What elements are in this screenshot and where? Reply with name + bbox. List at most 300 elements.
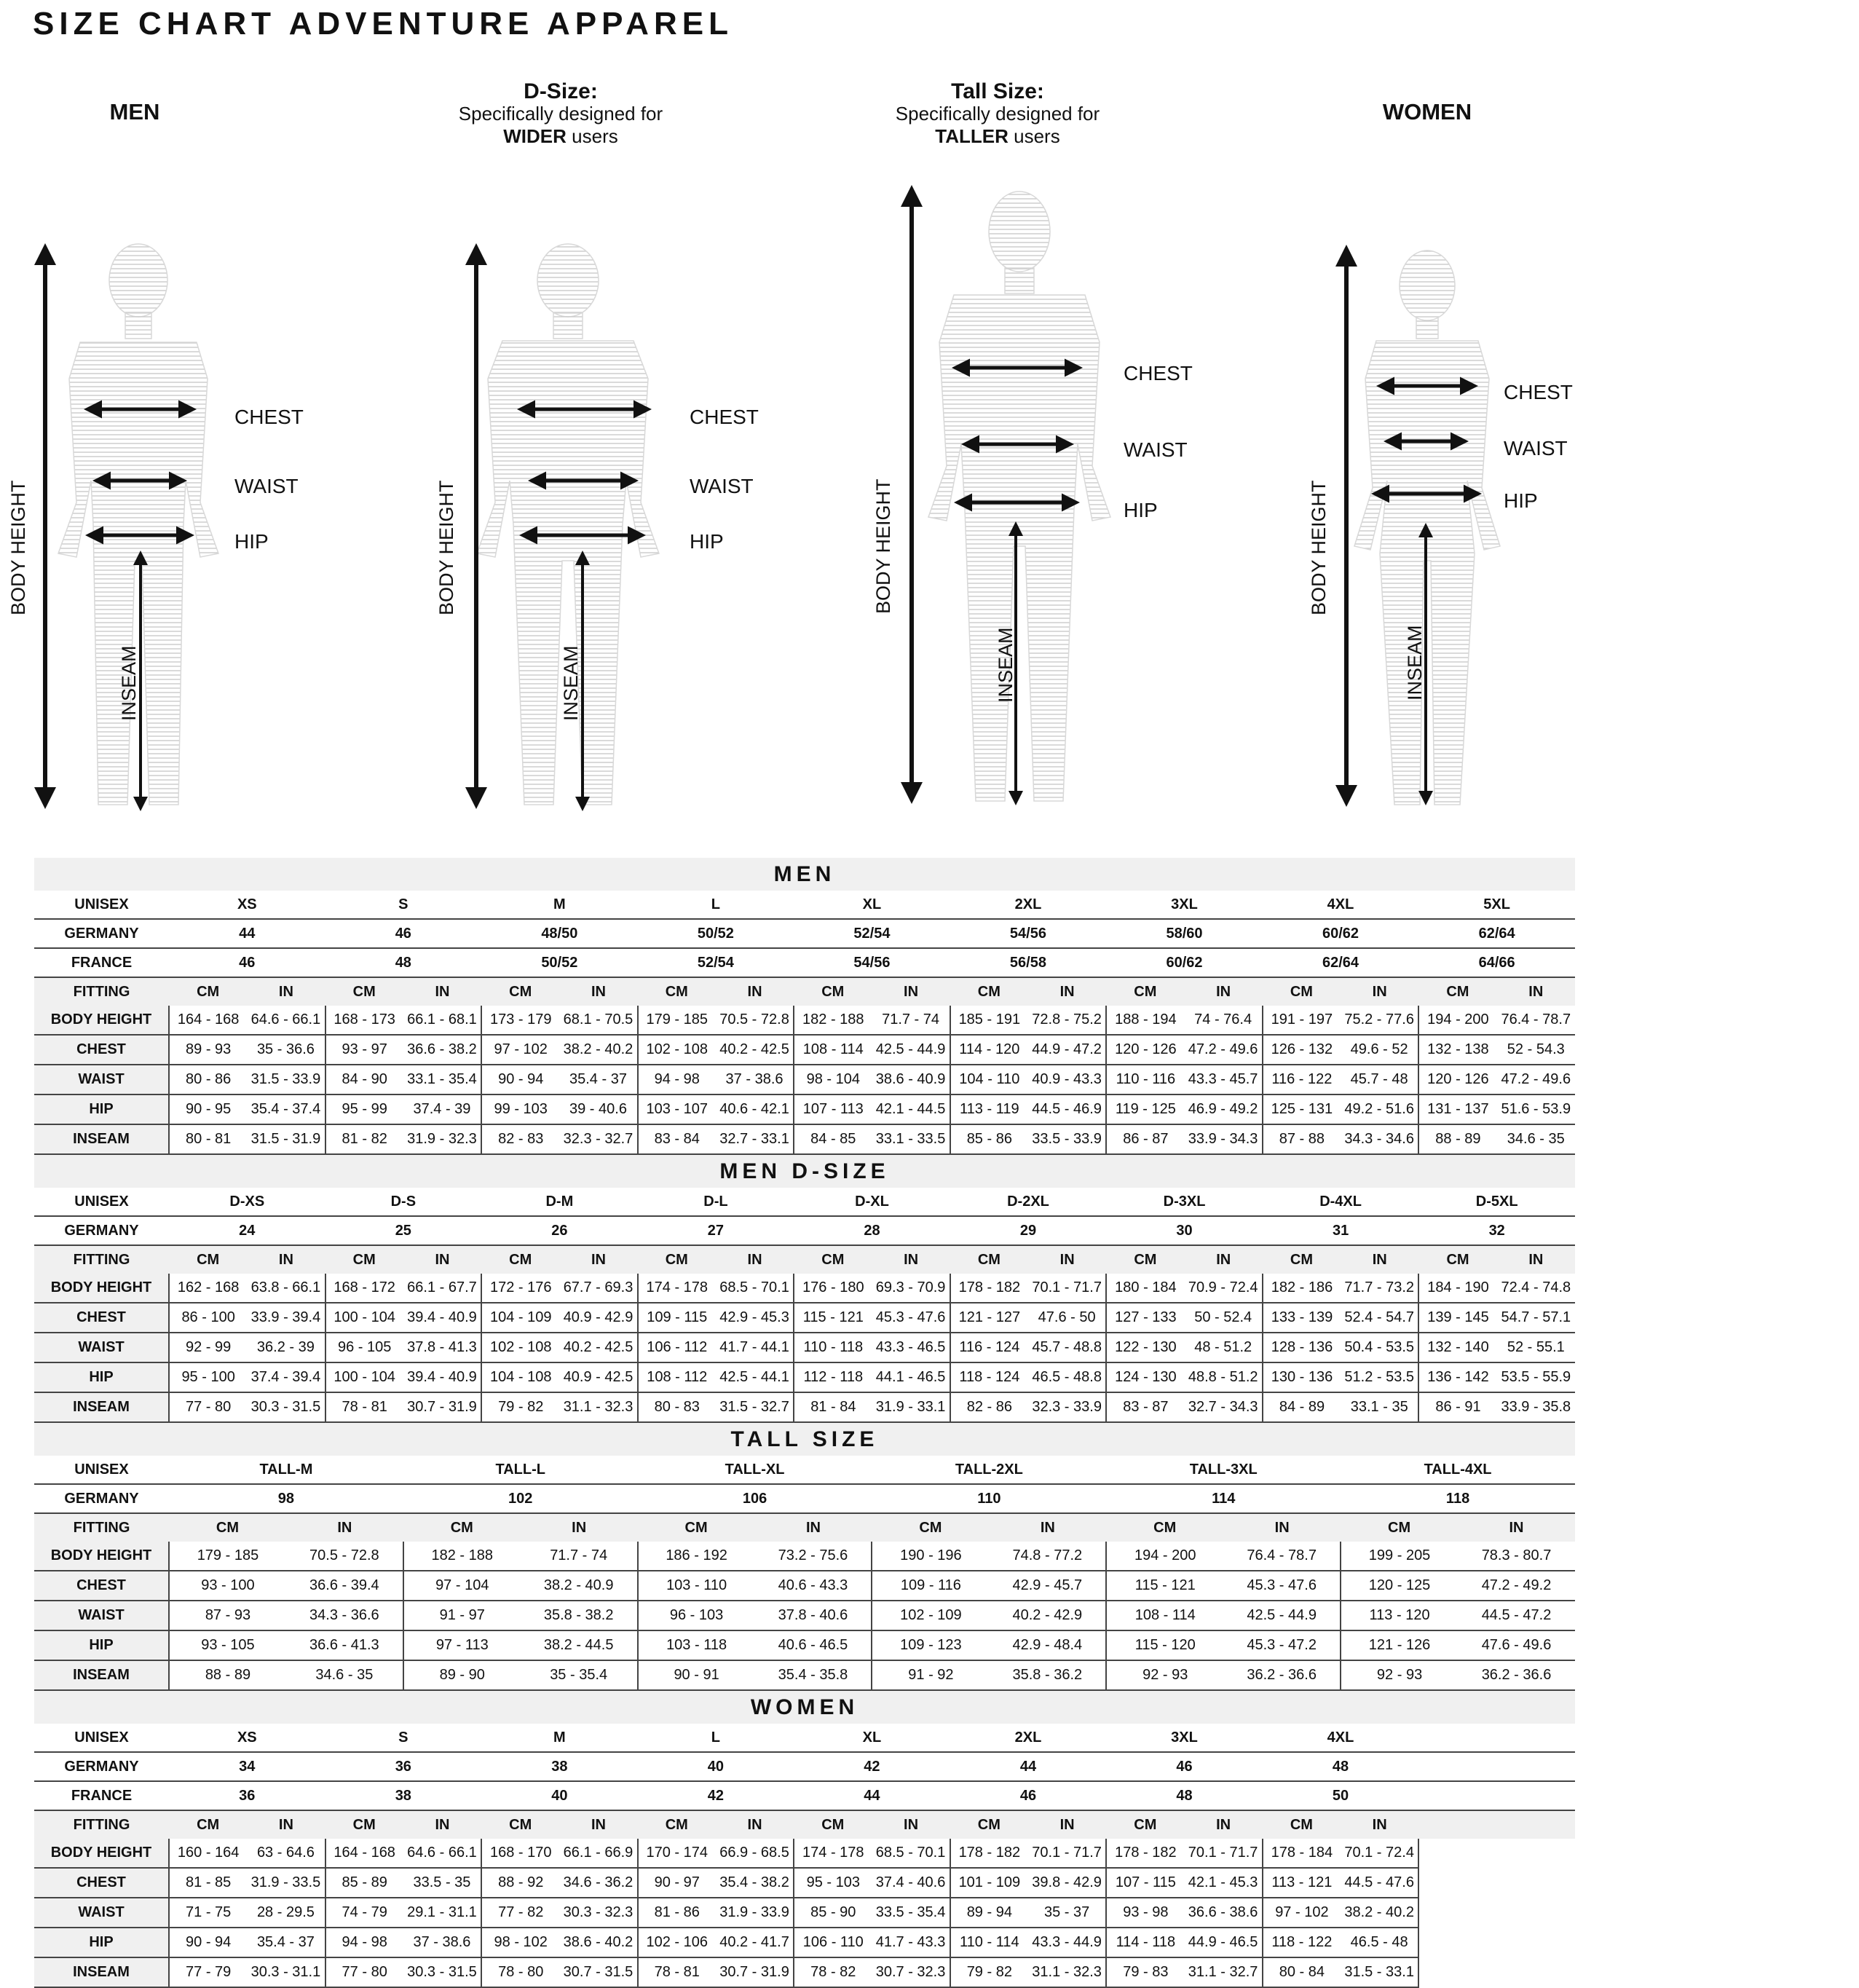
cell-in: 38.6 - 40.9	[872, 1065, 950, 1094]
unit-in: IN	[1458, 1513, 1575, 1542]
cell-in: 71.7 - 74	[521, 1542, 638, 1571]
cell-cm: 95 - 103	[794, 1868, 872, 1898]
cell-cm: 190 - 196	[872, 1542, 989, 1571]
unit-cm: CM	[1263, 1810, 1341, 1839]
cell-in: 43.3 - 45.7	[1184, 1065, 1262, 1094]
cell-cm: 96 - 103	[638, 1601, 755, 1630]
cell-in: 47.2 - 49.6	[1497, 1065, 1575, 1094]
unit-cm: CM	[481, 1245, 559, 1274]
header-cell: D-3XL	[1106, 1188, 1263, 1216]
cell-in: 35 - 35.4	[521, 1660, 638, 1690]
cell-in: 46.5 - 48.8	[1028, 1362, 1106, 1392]
cell-cm: 80 - 81	[169, 1124, 247, 1154]
header-cell: TALL-M	[169, 1456, 403, 1484]
cell-cm: 85 - 86	[950, 1124, 1028, 1154]
cell-cm: 87 - 93	[169, 1601, 286, 1630]
row-label: GERMANY	[34, 1484, 169, 1513]
cell-in: 45.3 - 47.2	[1223, 1630, 1341, 1660]
row-inseam	[34, 1957, 1575, 1987]
cell-cm: 83 - 87	[1106, 1392, 1184, 1422]
cell-cm: 110 - 114	[950, 1928, 1028, 1957]
cell-cm: 108 - 114	[794, 1035, 872, 1065]
cell-cm: 108 - 112	[638, 1362, 716, 1392]
cell-cm: 173 - 179	[481, 1006, 559, 1035]
tall-strong: TALLER	[935, 125, 1009, 147]
row-fitting	[34, 1513, 1575, 1542]
dsize-subtitle: Specifically designed for	[458, 103, 663, 125]
header-cell: 4XL	[1263, 1724, 1419, 1752]
cell-in: 67.7 - 69.3	[559, 1274, 637, 1303]
row-sizes	[34, 1724, 1575, 1752]
header-cell: 110	[872, 1484, 1106, 1513]
tall-subtitle: Specifically designed for	[895, 103, 1100, 125]
cell-in: 45.7 - 48	[1341, 1065, 1418, 1094]
cell-in: 53.5 - 55.9	[1497, 1362, 1575, 1392]
cell-cm: 103 - 110	[638, 1571, 755, 1601]
cell-cm: 90 - 91	[638, 1660, 755, 1690]
cell-in: 47.2 - 49.6	[1184, 1035, 1262, 1065]
cell-cm: 92 - 93	[1106, 1660, 1223, 1690]
women-chest-label: CHEST	[1504, 381, 1573, 403]
cell-in: 73.2 - 75.6	[755, 1542, 872, 1571]
row-body-height	[34, 1006, 1575, 1035]
header-cell: 54/56	[794, 948, 950, 977]
cell-cm: 86 - 87	[1106, 1124, 1184, 1154]
header-cell: L	[638, 1724, 794, 1752]
cell-in: 66.1 - 67.7	[403, 1274, 481, 1303]
cell-in: 70.5 - 72.8	[286, 1542, 403, 1571]
cell-in: 44.9 - 47.2	[1028, 1035, 1106, 1065]
body-figures	[0, 0, 1859, 823]
cell-in: 40.2 - 41.7	[716, 1928, 794, 1957]
cell-in	[1497, 1839, 1575, 1868]
row-chest	[34, 1303, 1575, 1333]
cell-in: 43.3 - 44.9	[1028, 1928, 1106, 1957]
row-label: WAIST	[34, 1065, 169, 1094]
row-germany	[34, 1484, 1575, 1513]
cell-in: 63 - 64.6	[247, 1839, 325, 1868]
cell-in: 49.6 - 52	[1341, 1035, 1418, 1065]
cell-cm: 130 - 136	[1263, 1362, 1341, 1392]
unit-in: IN	[989, 1513, 1106, 1542]
header-cell	[1418, 1781, 1575, 1810]
women-waist-label: WAIST	[1504, 437, 1568, 459]
cell-cm: 174 - 178	[638, 1274, 716, 1303]
cell-cm: 78 - 80	[481, 1957, 559, 1987]
cell-cm: 86 - 100	[169, 1303, 247, 1333]
unit-in: IN	[247, 977, 325, 1006]
cell-cm: 87 - 88	[1263, 1124, 1341, 1154]
dsize-title: D-Size:	[524, 79, 598, 103]
cell-in: 46.5 - 48	[1341, 1928, 1418, 1957]
cell-cm: 128 - 136	[1263, 1333, 1341, 1362]
cell-in: 36.2 - 36.6	[1458, 1660, 1575, 1690]
cell-in: 42.9 - 45.3	[716, 1303, 794, 1333]
cell-cm: 104 - 110	[950, 1065, 1028, 1094]
unit-in: IN	[1341, 977, 1418, 1006]
cell-cm: 120 - 125	[1341, 1571, 1458, 1601]
header-cell: 3XL	[1106, 1724, 1263, 1752]
cell-cm: 139 - 145	[1418, 1303, 1496, 1333]
cell-in: 30.3 - 31.1	[247, 1957, 325, 1987]
cell-in: 33.9 - 39.4	[247, 1303, 325, 1333]
header-cell: 52/54	[638, 948, 794, 977]
cell-cm: 178 - 182	[950, 1839, 1028, 1868]
header-cell: 56/58	[950, 948, 1107, 977]
unit-cm: CM	[1263, 977, 1341, 1006]
row-label: WAIST	[34, 1333, 169, 1362]
cell-cm: 79 - 83	[1106, 1957, 1184, 1987]
unit-cm: CM	[950, 977, 1028, 1006]
dsize-strong: WIDER	[503, 125, 567, 147]
row-label: FRANCE	[34, 948, 169, 977]
cell-cm: 90 - 94	[169, 1928, 247, 1957]
cell-in: 50 - 52.4	[1185, 1303, 1263, 1333]
header-cell: 30	[1106, 1216, 1263, 1245]
cell-in: 34.3 - 34.6	[1341, 1124, 1418, 1154]
row-label: BODY HEIGHT	[34, 1542, 169, 1571]
cell-cm: 188 - 194	[1106, 1006, 1184, 1035]
tall-chest-label: CHEST	[1124, 362, 1193, 384]
cell-in: 31.1 - 32.3	[1028, 1957, 1106, 1987]
header-cell: 118	[1341, 1484, 1575, 1513]
header-cell: 42	[638, 1781, 794, 1810]
cell-in: 64.6 - 66.1	[247, 1006, 325, 1035]
cell-in: 44.5 - 46.9	[1028, 1094, 1106, 1124]
cell-cm: 94 - 98	[638, 1065, 716, 1094]
row-label: BODY HEIGHT	[34, 1839, 169, 1868]
cell-cm: 121 - 127	[950, 1303, 1028, 1333]
cell-in: 39.8 - 42.9	[1028, 1868, 1106, 1898]
unit-in: IN	[521, 1513, 638, 1542]
cell-in: 52 - 54.3	[1497, 1035, 1575, 1065]
cell-cm: 113 - 120	[1341, 1601, 1458, 1630]
dsize-body-height-label: BODY HEIGHT	[435, 480, 457, 615]
header-cell: 98	[169, 1484, 403, 1513]
cell-cm: 172 - 176	[481, 1274, 559, 1303]
cell-in: 29.1 - 31.1	[403, 1898, 481, 1928]
header-cell: 106	[638, 1484, 872, 1513]
cell-cm: 178 - 184	[1263, 1839, 1341, 1868]
unit-cm: CM	[1263, 1245, 1341, 1274]
cell-in: 37.8 - 40.6	[755, 1601, 872, 1630]
row-waist	[34, 1065, 1575, 1094]
row-france	[34, 1781, 1575, 1810]
row-hip	[34, 1094, 1575, 1124]
header-cell: S	[325, 891, 482, 919]
cell-cm: 80 - 84	[1263, 1957, 1341, 1987]
row-inseam	[34, 1392, 1575, 1422]
cell-cm: 77 - 79	[169, 1957, 247, 1987]
cell-in: 35.4 - 37	[559, 1065, 637, 1094]
header-cell: 4XL	[1263, 891, 1419, 919]
men-inseam-label: INSEAM	[118, 645, 140, 721]
cell-in: 48 - 51.2	[1185, 1333, 1263, 1362]
unit-in: IN	[755, 1513, 872, 1542]
unit-cm: CM	[169, 1513, 286, 1542]
cell-cm: 174 - 178	[794, 1839, 872, 1868]
cell-cm: 81 - 84	[794, 1392, 872, 1422]
men-chest-label: CHEST	[234, 406, 304, 428]
header-cell: 2XL	[950, 891, 1107, 919]
header-cell: D-S	[325, 1188, 482, 1216]
cell-cm: 186 - 192	[638, 1542, 755, 1571]
unit-cm: CM	[325, 1810, 403, 1839]
cell-cm: 85 - 90	[794, 1898, 872, 1928]
size-table	[34, 1188, 1575, 1423]
cell-cm: 112 - 118	[794, 1362, 872, 1392]
cell-cm: 92 - 93	[1341, 1660, 1458, 1690]
header-cell: 38	[481, 1752, 638, 1781]
cell-in: 46.9 - 49.2	[1184, 1094, 1262, 1124]
row-label: HIP	[34, 1362, 169, 1392]
cell-in	[1497, 1928, 1575, 1957]
cell-cm: 85 - 89	[325, 1868, 403, 1898]
cell-cm: 107 - 113	[794, 1094, 872, 1124]
cell-cm: 90 - 97	[638, 1868, 716, 1898]
tall-title: Tall Size:	[951, 79, 1044, 103]
row-body-height	[34, 1839, 1575, 1868]
header-cell: D-XL	[794, 1188, 950, 1216]
cell-in: 50.4 - 53.5	[1341, 1333, 1418, 1362]
row-label: CHEST	[34, 1035, 169, 1065]
cell-in: 32.3 - 33.9	[1028, 1392, 1106, 1422]
cell-in: 68.5 - 70.1	[872, 1839, 950, 1868]
unit-in: IN	[1223, 1513, 1341, 1542]
cell-in: 31.5 - 33.1	[1341, 1957, 1418, 1987]
women-hip-label: HIP	[1504, 489, 1538, 512]
cell-cm: 170 - 174	[638, 1839, 716, 1868]
cell-cm: 88 - 89	[1418, 1124, 1496, 1154]
cell-cm: 127 - 133	[1106, 1303, 1184, 1333]
unit-in: IN	[1028, 1245, 1106, 1274]
dsize-chest-label: CHEST	[690, 406, 759, 428]
cell-in: 31.1 - 32.3	[559, 1392, 637, 1422]
cell-in: 42.5 - 44.1	[716, 1362, 794, 1392]
cell-cm: 136 - 142	[1418, 1362, 1496, 1392]
cell-cm: 132 - 138	[1418, 1035, 1496, 1065]
cell-in: 31.9 - 33.9	[716, 1898, 794, 1928]
cell-in: 72.4 - 74.8	[1497, 1274, 1575, 1303]
row-fitting	[34, 977, 1575, 1006]
cell-in: 40.2 - 42.5	[559, 1333, 637, 1362]
cell-in: 32.3 - 32.7	[559, 1124, 637, 1154]
cell-cm: 106 - 110	[794, 1928, 872, 1957]
cell-cm: 84 - 85	[794, 1124, 872, 1154]
unit-cm: CM	[794, 1810, 872, 1839]
cell-in: 43.3 - 46.5	[872, 1333, 950, 1362]
size-table	[34, 1456, 1575, 1691]
cell-in: 30.3 - 32.3	[559, 1898, 637, 1928]
header-cell: 42	[794, 1752, 950, 1781]
unit-cm: CM	[1341, 1513, 1458, 1542]
unit-in: IN	[872, 1810, 950, 1839]
unit-cm: CM	[638, 1245, 716, 1274]
cell-in: 35 - 37	[1028, 1898, 1106, 1928]
cell-cm: 104 - 108	[481, 1362, 559, 1392]
cell-cm: 191 - 197	[1263, 1006, 1341, 1035]
row-label: FITTING	[34, 1513, 169, 1542]
header-cell: 50/52	[481, 948, 638, 977]
header-cell: D-4XL	[1263, 1188, 1419, 1216]
cell-in: 48.8 - 51.2	[1185, 1362, 1263, 1392]
header-cell: 26	[481, 1216, 638, 1245]
unit-cm: CM	[1418, 977, 1496, 1006]
tall-body-height-label: BODY HEIGHT	[872, 478, 894, 614]
cell-in: 37.8 - 41.3	[403, 1333, 481, 1362]
cell-cm: 77 - 82	[481, 1898, 559, 1928]
cell-cm: 121 - 126	[1341, 1630, 1458, 1660]
cell-in: 31.5 - 33.9	[247, 1065, 325, 1094]
cell-cm: 103 - 107	[638, 1094, 716, 1124]
size-tables	[34, 858, 1575, 1988]
cell-cm: 110 - 116	[1106, 1065, 1184, 1094]
row-label: HIP	[34, 1094, 169, 1124]
tall-tail: users	[1014, 125, 1060, 147]
cell-cm: 180 - 184	[1106, 1274, 1184, 1303]
header-cell: 48/50	[481, 919, 638, 948]
cell-in: 64.6 - 66.1	[403, 1839, 481, 1868]
row-label: CHEST	[34, 1571, 169, 1601]
cell-cm: 93 - 97	[325, 1035, 403, 1065]
cell-cm: 94 - 98	[325, 1928, 403, 1957]
cell-cm: 88 - 92	[481, 1868, 559, 1898]
cell-in: 72.8 - 75.2	[1028, 1006, 1106, 1035]
cell-cm: 81 - 86	[638, 1898, 716, 1928]
cell-cm: 74 - 79	[325, 1898, 403, 1928]
cell-in: 39.4 - 40.9	[403, 1303, 481, 1333]
cell-cm: 107 - 115	[1106, 1868, 1184, 1898]
cell-cm: 116 - 124	[950, 1333, 1028, 1362]
cell-cm: 109 - 116	[872, 1571, 989, 1601]
header-cell: 48	[1263, 1752, 1419, 1781]
header-cell: XL	[794, 891, 950, 919]
cell-cm	[1418, 1957, 1496, 1987]
cell-in: 74 - 76.4	[1184, 1006, 1262, 1035]
cell-in: 34.3 - 36.6	[286, 1601, 403, 1630]
cell-in: 40.6 - 43.3	[755, 1571, 872, 1601]
cell-in: 42.1 - 45.3	[1184, 1868, 1262, 1898]
cell-in: 71.7 - 74	[872, 1006, 950, 1035]
cell-in: 66.1 - 66.9	[559, 1839, 637, 1868]
cell-cm: 98 - 104	[794, 1065, 872, 1094]
cell-in: 41.7 - 44.1	[716, 1333, 794, 1362]
cell-in: 70.9 - 72.4	[1185, 1274, 1263, 1303]
cell-in: 42.9 - 45.7	[989, 1571, 1106, 1601]
cell-cm: 119 - 125	[1106, 1094, 1184, 1124]
row-waist	[34, 1601, 1575, 1630]
header-cell: 50/52	[638, 919, 794, 948]
cell-in: 35.4 - 35.8	[755, 1660, 872, 1690]
header-cell: 25	[325, 1216, 482, 1245]
cell-in: 30.3 - 31.5	[403, 1957, 481, 1987]
cell-in: 44.1 - 46.5	[872, 1362, 950, 1392]
row-label: GERMANY	[34, 919, 169, 948]
unit-cm: CM	[481, 977, 559, 1006]
cell-cm: 82 - 83	[481, 1124, 559, 1154]
cell-in: 70.1 - 72.4	[1341, 1839, 1418, 1868]
unit-cm: CM	[638, 1810, 716, 1839]
cell-in: 39.4 - 40.9	[403, 1362, 481, 1392]
unit-cm: CM	[794, 1245, 872, 1274]
section-title: WOMEN	[34, 1691, 1575, 1724]
cell-in: 39 - 40.6	[559, 1094, 637, 1124]
unit-in: IN	[1184, 977, 1262, 1006]
cell-in: 35.4 - 37	[247, 1928, 325, 1957]
header-cell: D-5XL	[1418, 1188, 1575, 1216]
cell-cm: 182 - 188	[403, 1542, 521, 1571]
cell-cm: 164 - 168	[169, 1006, 247, 1035]
header-cell: XS	[169, 891, 325, 919]
row-sizes	[34, 1188, 1575, 1216]
cell-cm: 199 - 205	[1341, 1542, 1458, 1571]
row-chest	[34, 1571, 1575, 1601]
cell-cm: 168 - 172	[325, 1274, 403, 1303]
cell-cm: 185 - 191	[950, 1006, 1028, 1035]
row-hip	[34, 1362, 1575, 1392]
cell-cm: 97 - 104	[403, 1571, 521, 1601]
figure-heading-women: WOMEN	[1382, 99, 1472, 125]
cell-cm: 90 - 95	[169, 1094, 247, 1124]
row-fitting	[34, 1245, 1575, 1274]
cell-cm: 93 - 100	[169, 1571, 286, 1601]
cell-cm: 120 - 126	[1106, 1035, 1184, 1065]
cell-in: 51.6 - 53.9	[1497, 1094, 1575, 1124]
cell-cm: 101 - 109	[950, 1868, 1028, 1898]
header-cell: 62/64	[1418, 919, 1575, 948]
cell-in: 40.9 - 42.5	[559, 1362, 637, 1392]
cell-cm: 82 - 86	[950, 1392, 1028, 1422]
header-cell	[1418, 1752, 1575, 1781]
header-cell: 34	[169, 1752, 325, 1781]
cell-in: 30.3 - 31.5	[247, 1392, 325, 1422]
cell-in: 54.7 - 57.1	[1497, 1303, 1575, 1333]
dsize-tail: users	[572, 125, 618, 147]
cell-cm: 80 - 86	[169, 1065, 247, 1094]
unit-in: IN	[403, 1245, 481, 1274]
cell-in: 40.6 - 46.5	[755, 1630, 872, 1660]
cell-in: 51.2 - 53.5	[1341, 1362, 1418, 1392]
unit-in: IN	[1028, 977, 1106, 1006]
cell-cm: 115 - 121	[1106, 1571, 1223, 1601]
unit-in: IN	[872, 1245, 950, 1274]
cell-cm: 80 - 83	[638, 1392, 716, 1422]
cell-cm: 178 - 182	[950, 1274, 1028, 1303]
cell-cm: 95 - 100	[169, 1362, 247, 1392]
cell-cm: 96 - 105	[325, 1333, 403, 1362]
cell-cm: 103 - 118	[638, 1630, 755, 1660]
cell-in: 76.4 - 78.7	[1223, 1542, 1341, 1571]
header-cell: 44	[169, 919, 325, 948]
cell-in: 33.9 - 34.3	[1184, 1124, 1262, 1154]
cell-cm: 98 - 102	[481, 1928, 559, 1957]
page-title: SIZE CHART ADVENTURE APPAREL	[33, 6, 733, 42]
cell-cm: 97 - 113	[403, 1630, 521, 1660]
cell-cm: 79 - 82	[950, 1957, 1028, 1987]
unit-cm: CM	[950, 1245, 1028, 1274]
tall-inseam-label: INSEAM	[995, 627, 1017, 703]
cell-in: 36.6 - 39.4	[286, 1571, 403, 1601]
cell-cm: 176 - 180	[794, 1274, 872, 1303]
cell-cm	[1418, 1868, 1496, 1898]
cell-in: 36.6 - 38.2	[403, 1035, 481, 1065]
section-title: MEN D-SIZE	[34, 1155, 1575, 1188]
header-cell	[1418, 1724, 1575, 1752]
cell-cm: 179 - 185	[169, 1542, 286, 1571]
cell-cm: 131 - 137	[1418, 1094, 1496, 1124]
cell-in: 32.7 - 33.1	[716, 1124, 794, 1154]
header-cell: 52/54	[794, 919, 950, 948]
